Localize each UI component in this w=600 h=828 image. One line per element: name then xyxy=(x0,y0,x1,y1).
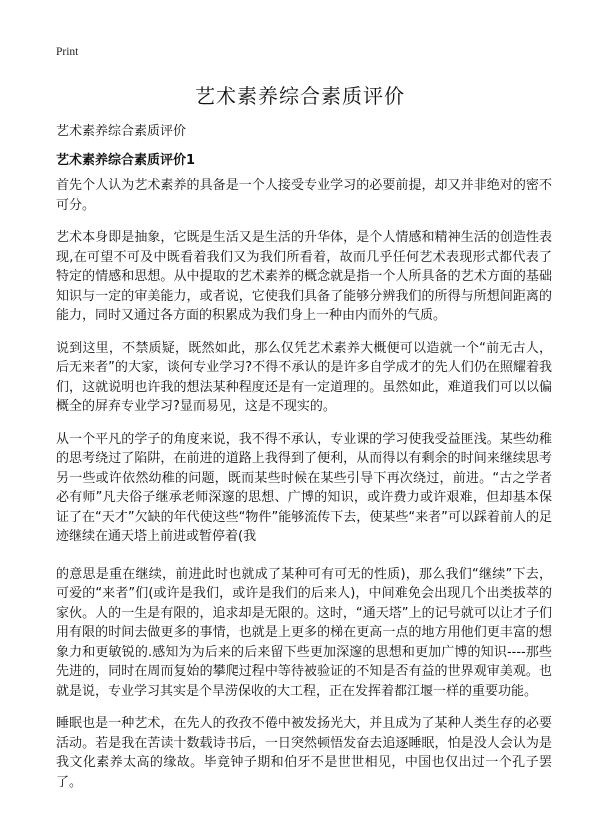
print-link[interactable]: Print xyxy=(56,46,79,58)
paragraph-4: 从一个平凡的学子的角度来说，我不得不承认，专业课的学习使我受益匪浅。某些幼稚的思考绕过了陷阱，在前进的道路上我得到了便利，从而得以有剩余的时间来继续思考另一些或许依然幼稚的问题，既而某些时候在某些引导下再次绕过，前进。“古之学者必有师”凡夫俗子继承老师深邃的思想、广博的知识，或许费力或许艰难，但却基本保证了在“天才”欠缺的年代使这些“物件”能够流传下去，使某些“来者”可以踩着前人的足迹继续在通天塔上前进或暂停着(我 xyxy=(56,431,552,544)
page-title: 艺术素养综合素质评价 xyxy=(195,84,405,108)
document-subtitle: 艺术素养综合素质评价 xyxy=(56,124,187,139)
paragraph-1: 首先个人认为艺术素养的具备是一个人接受专业学习的必要前提，却又并非绝对的密不可分。 xyxy=(56,178,552,213)
paragraph-3: 说到这里，不禁质疑，既然如此，那么仅凭艺术素养大概便可以造就一个“前无古人，后无来者”的大家，谈何专业学习?不得不承认的是许多自学成才的先人们仍在照耀着我们，这就说明也许我的想法某种程度还是有一定道理的。虽然如此，难道我们可以以偏概全的屏弃专业学习?显而易见，这是不现实的。 xyxy=(56,340,552,414)
paragraph-6: 睡眠也是一种艺术，在先人的孜孜不倦中被发扬光大，并且成为了某种人类生存的必要活动。若是我在苦读十数载诗书后，一日突然顿悟发奋去追逐睡眠，怕是没人会认为是我文化素养太高的缘故。毕竟钟子期和伯牙不是世世相见，中国也仅出过一个孔子罢了。 xyxy=(56,716,552,790)
article-body xyxy=(56,176,552,805)
paragraph-5: 的意思是重在继续，前进此时也就成了某种可有可无的性质)，那么我们“继续”下去，可爱的“来者”们(或许是我们，或许是我们的后来人)，中间难免会出现几个出类拔萃的家伙。人的一生是有限的，追求却是无限的。这时，“通天塔”上的记号就可以让才子们用有限的时间去做更多的事情，也就是上更多的梯在更高一点的地方用他们更丰富的想象力和更敏锐的.感知为为后来的后来留下些更加深邃的思想和更加广博的知识----那些先进的，同时在周而复始的攀爬过程中等待被验证的不知是否有益的世界观审美观。也就是说，专业学习其实是个旱涝保收的大工程，正在发挥着都江堰一样的重要功能。 xyxy=(56,566,552,699)
paragraph-2: 艺术本身即是抽象，它既是生活又是生活的升华体，是个人情感和精神生活的创造性表现,在可望不可及中既看着我们又为我们所看着，故而几乎任何艺术表现形式都代表了特定的情感和思想。从中提取的艺术素养的概念就是指一个人所具备的艺术方面的基础知识与一定的审美能力，或者说，它使我们具备了能够分辨我们的所得与所想间距离的能力，同时又通过各方面的积累成为我们身上一种由内而外的气质。 xyxy=(56,230,552,323)
section-heading: 艺术素养综合素质评价1 xyxy=(56,153,196,168)
